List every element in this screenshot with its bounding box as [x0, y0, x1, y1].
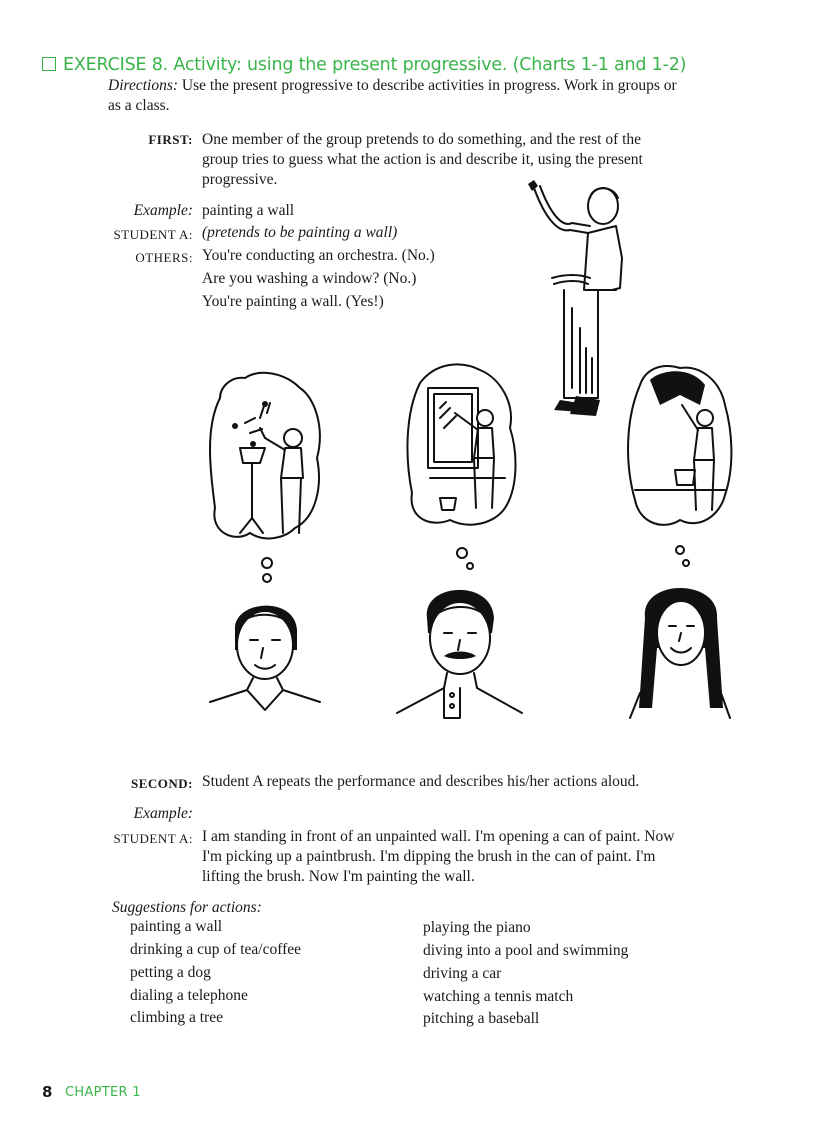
suggestion-left-2: drinking a cup of tea/coffee [130, 941, 301, 958]
suggestion-right-3: driving a car [423, 965, 502, 982]
illustration-thought-window [400, 358, 518, 578]
example1-student-text: (pretends to be painting a wall) [202, 224, 398, 241]
others-line-3: You're painting a wall. (Yes!) [202, 293, 384, 310]
illustration-face-man-mustache [392, 578, 527, 720]
example1-student-label: STUDENT A: [113, 227, 193, 242]
illustration-thought-conductor [205, 368, 330, 588]
suggestion-right-2: diving into a pool and swimming [423, 942, 629, 959]
exercise-title [42, 55, 686, 75]
illustration-thought-painting [620, 360, 735, 580]
suggestion-left-5: climbing a tree [130, 1009, 223, 1026]
first-line-1: One member of the group pretends to do something, and the rest of the [202, 131, 642, 148]
second-label: SECOND: [130, 776, 193, 791]
suggestion-left-4: dialing a telephone [130, 987, 248, 1004]
suggestion-right-5: pitching a baseball [423, 1010, 540, 1027]
directions-label: Directions: [108, 77, 179, 94]
suggestion-right-4: watching a tennis match [423, 988, 574, 1005]
suggestion-right-1: playing the piano [423, 919, 531, 936]
example1-text: painting a wall [202, 202, 295, 219]
example1-label: Example: [133, 202, 193, 219]
directions-line-1 [108, 75, 677, 96]
exercise-title-text: EXERCISE 8. Activity: using the present progressive. (Charts 1-1 and 1-2) [63, 55, 687, 75]
directions-line-2: as a class. [108, 97, 170, 114]
checkbox-square-icon [42, 57, 56, 71]
illustration-face-woman-short-hair [205, 590, 330, 720]
illustration-face-woman-long-hair [625, 578, 740, 720]
directions-text-1: Use the present progressive to describe activities in progress. Work in groups or [181, 77, 677, 94]
example1-others-label: OTHERS: [135, 250, 193, 265]
second-text: Student A repeats the performance and describes his/her actions aloud. [202, 773, 640, 790]
others-line-1: You're conducting an orchestra. (No.) [202, 247, 435, 264]
chapter-label: CHAPTER 1 [65, 1085, 141, 1100]
page-number: 8 [42, 1083, 53, 1101]
suggestion-left-1: painting a wall [130, 918, 223, 935]
illustration-painting-man [520, 178, 630, 423]
example2-line-3: lifting the brush. Now I'm painting the wall. [202, 868, 475, 885]
suggestions-label: Suggestions for actions: [112, 899, 262, 916]
suggestion-left-3: petting a dog [130, 964, 211, 981]
example2-student-label: STUDENT A: [113, 831, 193, 846]
example2-line-1: I am standing in front of an unpainted wall. I'm opening a can of paint. Now [202, 828, 675, 845]
example2-line-2: I'm picking up a paintbrush. I'm dipping the brush in the can of paint. I'm [202, 848, 656, 865]
first-label: FIRST: [148, 132, 193, 147]
first-line-3: progressive. [202, 171, 278, 188]
example2-label: Example: [133, 805, 193, 822]
others-line-2: Are you washing a window? (No.) [202, 270, 417, 287]
first-line-2: group tries to guess what the action is and describe it, using the present [202, 151, 643, 168]
